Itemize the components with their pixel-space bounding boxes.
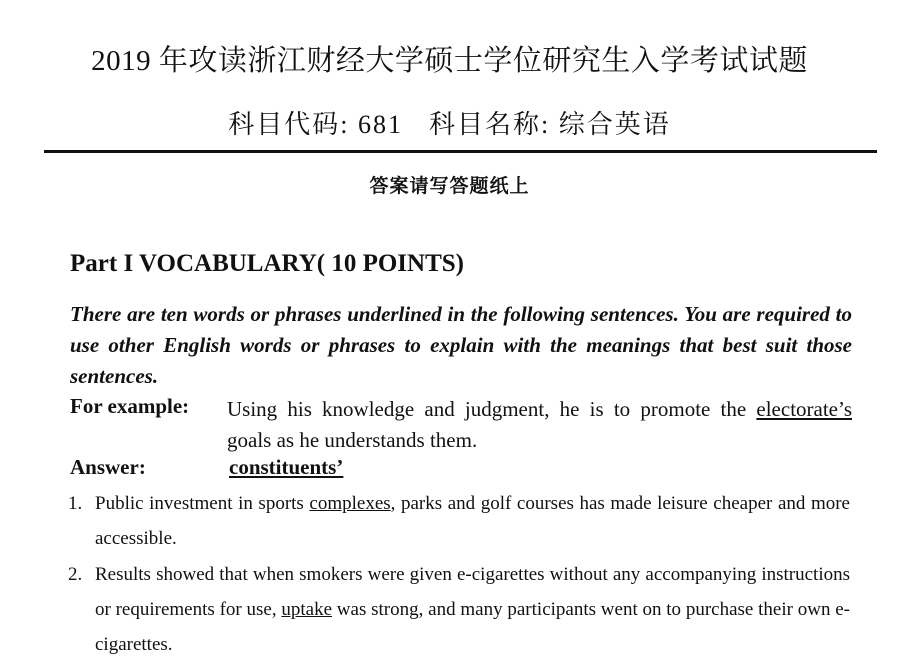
subject-code: 科目代码: 681	[228, 110, 403, 139]
example-text-after: goals as he understands them.	[227, 428, 478, 452]
question-number: 2.	[68, 564, 83, 585]
example-text-before: Using his knowledge and judgment, he is to promote the	[227, 397, 747, 421]
answer-label: Answer:	[70, 455, 146, 479]
underlined-word: complexes	[309, 493, 391, 514]
underlined-word: uptake	[281, 599, 333, 620]
exam-title: 2019 年攻读浙江财经大学硕士学位研究生入学考试试题	[91, 45, 808, 77]
answer-value: constituents’	[229, 455, 344, 479]
answer-note: 答案请写答题纸上	[369, 176, 530, 197]
question-text: Results showed that when smokers were given e-cigarettes without any accompanying instructions or requirements for use, uptake was strong, and many participants went on to purchase their own e-cigarettes.	[95, 564, 850, 655]
example-sentence	[227, 394, 852, 456]
subject-line	[0, 104, 899, 141]
example-underlined-word: electorate’s	[756, 397, 852, 421]
header-divider	[44, 150, 877, 153]
question-number: 1.	[68, 493, 83, 514]
part-instructions: There are ten words or phrases underlined in the following sentences. You are required to use other English words or phrases to explain with the meanings that best suit those sentences.	[70, 302, 852, 388]
question-item	[68, 486, 850, 556]
question-text: Public investment in sports complexes, parks and golf courses has made leisure cheaper and more accessible.	[95, 493, 850, 549]
subject-name: 科目名称: 综合英语	[429, 110, 671, 139]
part-heading: Part I VOCABULARY( 10 POINTS)	[70, 250, 464, 277]
example-label: For example:	[70, 394, 190, 418]
question-item	[68, 557, 850, 662]
